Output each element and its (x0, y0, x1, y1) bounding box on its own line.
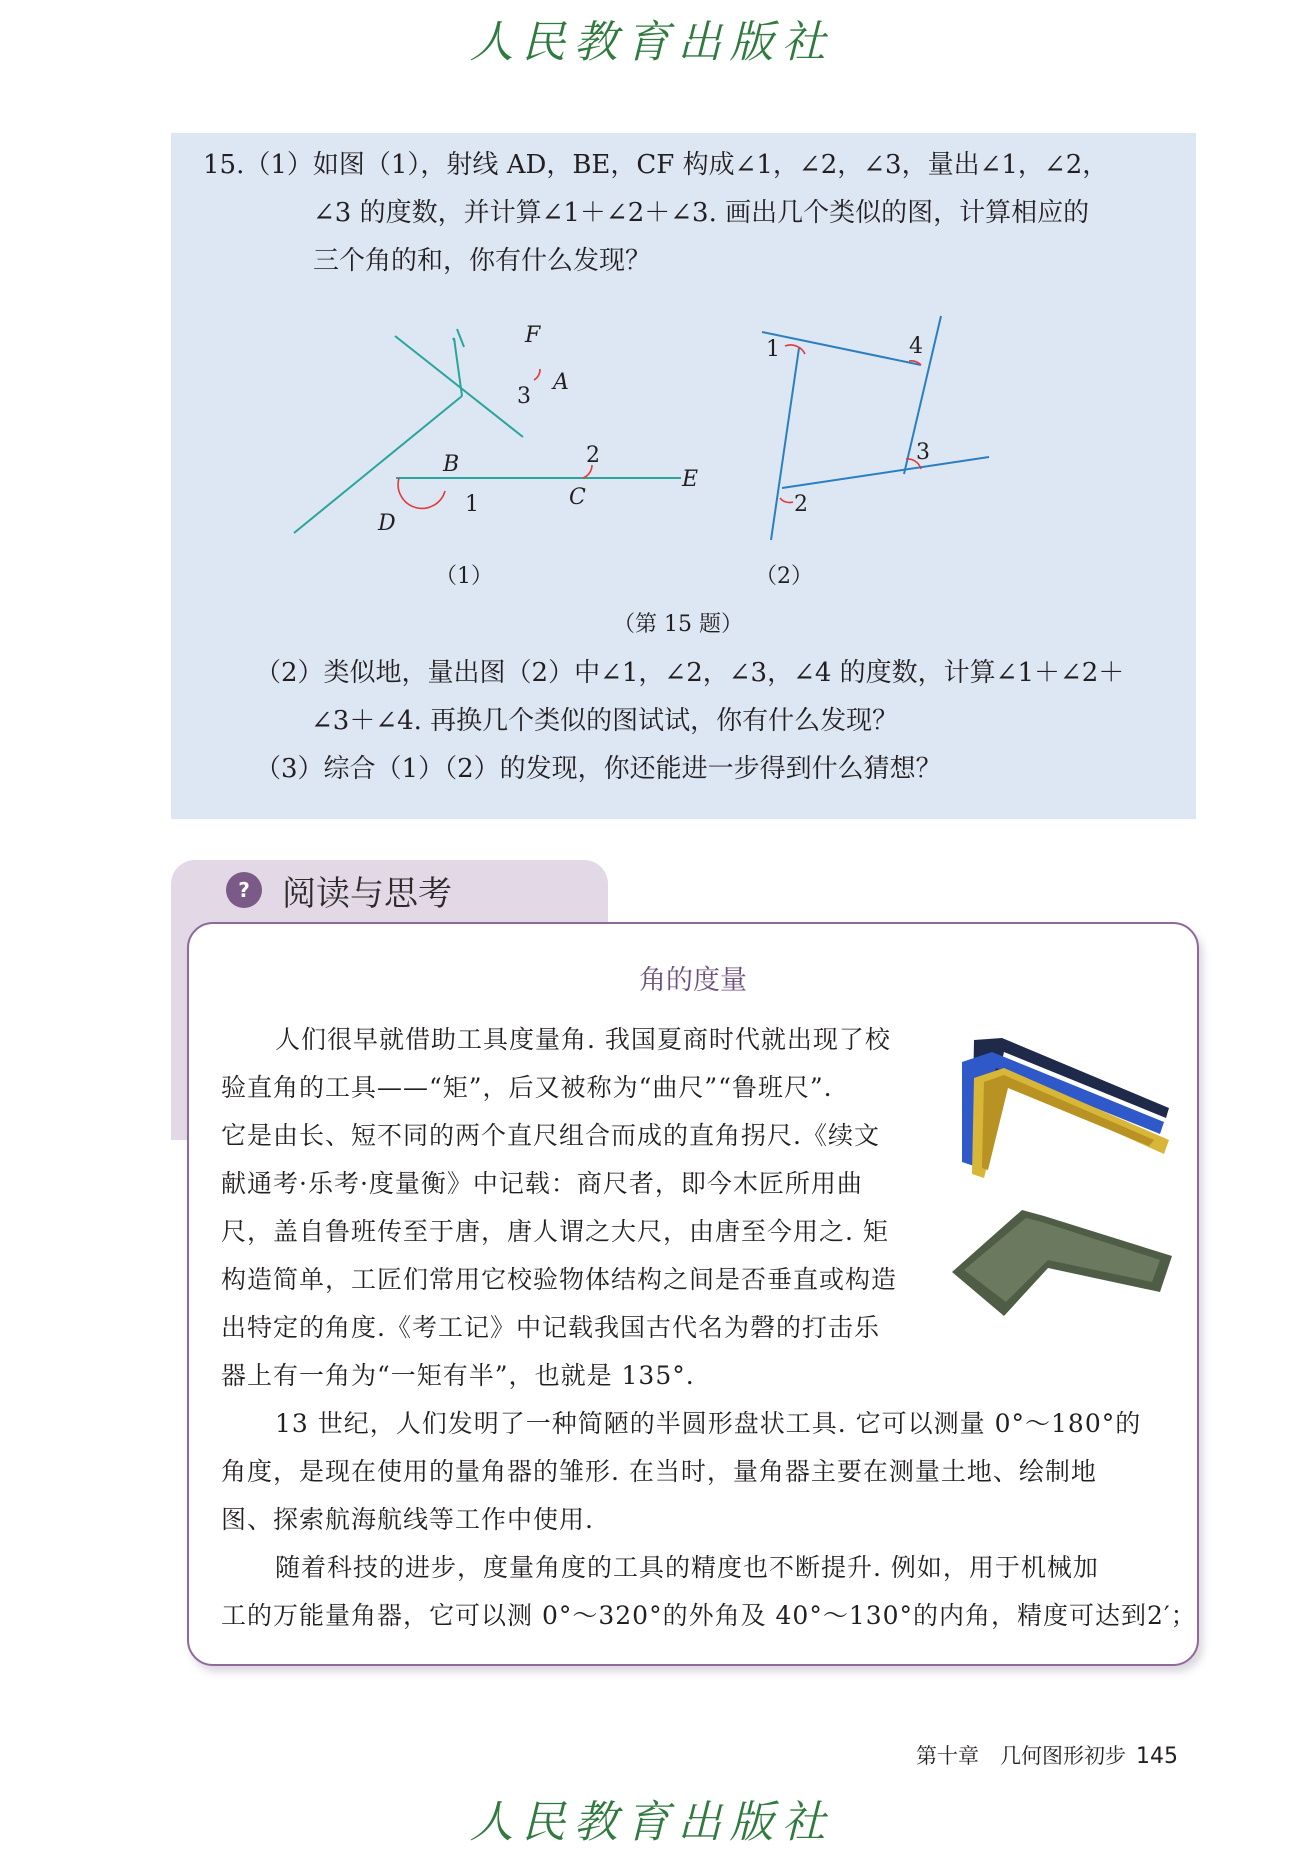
reading-content-box (187, 922, 1199, 1666)
reading-question-icon: ? (226, 872, 262, 908)
reading-line-3: 它是由长、短不同的两个直尺组合而成的直角拐尺.《续文 (221, 1121, 880, 1150)
exercise-line-1: 15.（1）如图（1），射线 AD，BE，CF 构成∠1，∠2，∠3，量出∠1，∠2， (203, 150, 1109, 180)
reading-line-4: 献通考·乐考·度量衡》中记载：商尺者，即今木匠所用曲 (221, 1169, 863, 1198)
ray-cf-line (395, 336, 523, 437)
figure-1-angle-3-label: 3 (517, 384, 531, 409)
exercise-figure-caption: （第 15 题） (613, 612, 743, 637)
exercise-part-3-line: （3）综合（1）（2）的发现，你还能进一步得到什么猜想？ (255, 754, 942, 784)
figure-1-label-a: A (553, 370, 569, 395)
figure-1-label-b: B (443, 452, 460, 477)
figure-1-label-c: C (569, 485, 586, 510)
page-number: 145 (1136, 1744, 1178, 1769)
reading-line-13: 工的万能量角器，它可以测 0°～320°的外角及 40°～130°的内角，精度可达到2′； (221, 1601, 1197, 1630)
exercise-line-3: 三个角的和，你有什么发现？ (313, 246, 652, 276)
reading-line-5: 尺，盖自鲁班传至于唐，唐人谓之大尺，由唐至今用之. 矩 (221, 1217, 889, 1246)
figure-1-label-e: E (682, 467, 699, 492)
reading-article-title: 角的度量 (639, 965, 747, 996)
figure-2-top-side (762, 332, 921, 365)
figure-1-triangle (294, 329, 681, 533)
reading-illustrations (944, 1030, 1174, 1330)
reading-line-6: 构造简单，工匠们常用它校验物体结构之间是否垂直或构造 (221, 1265, 898, 1294)
figure-1-angle-1-label: 1 (465, 492, 479, 517)
figure-1-angle-2-label: 2 (586, 443, 600, 468)
ray-ad-extension-line (454, 338, 462, 396)
carpenter-square-image (962, 1038, 1169, 1178)
reading-line-12: 随着科技的进步，度量角度的工具的精度也不断提升. 例如，用于机械加 (275, 1553, 1099, 1582)
figure-2-bottom-side (782, 457, 989, 488)
reading-line-8: 器上有一角为“一矩有半”，也就是 135°. (221, 1361, 695, 1390)
reading-line-2: 验直角的工具——“矩”，后又被称为“曲尺”“鲁班尺”. (221, 1073, 833, 1102)
exercise-part-2-line-1: （2）类似地，量出图（2）中∠1，∠2，∠3，∠4 的度数，计算∠1＋∠2＋ (255, 658, 1125, 688)
exercise-line-2: ∠3 的度数，并计算∠1＋∠2＋∠3. 画出几个类似的图，计算相应的 (313, 198, 1090, 228)
publisher-logo-bottom: 人民教育出版社 (469, 1797, 834, 1848)
publisher-logo-top: 人民教育出版社 (469, 17, 834, 68)
reading-line-9: 13 世纪，人们发明了一种简陋的半圆形盘状工具. 它可以测量 0°～180°的 (275, 1409, 1142, 1438)
reading-line-7: 出特定的角度.《考工记》中记载我国古代名为磬的打击乐 (221, 1313, 880, 1342)
figure-1-label-d: D (378, 511, 396, 536)
figure-2-caption: （2） (755, 564, 813, 589)
figure-2-angle-1-label: 1 (766, 337, 780, 362)
figure-2-angle-2-arc (780, 498, 793, 503)
figure-2-angle-4-label: 4 (909, 334, 923, 359)
footer-chapter-title: 第十章 几何图形初步 (916, 1744, 1126, 1768)
figure-1-label-f: F (525, 323, 541, 348)
exercise-15-panel (171, 133, 1196, 819)
figure-1-caption: （1） (435, 564, 493, 589)
figure-2-angle-2-label: 2 (794, 492, 808, 517)
reading-line-11: 图、探索航海航线等工作中使用. (221, 1505, 594, 1534)
exercise-part-2-line-2: ∠3＋∠4. 再换几个类似的图试试，你有什么发现？ (311, 706, 899, 736)
reading-section-header: 阅读与思考 (282, 874, 452, 914)
reading-line-1: 人们很早就借助工具度量角. 我国夏商时代就出现了校 (275, 1025, 891, 1054)
page-footer (916, 1740, 1178, 1770)
figure-2-angle-3-label: 3 (916, 440, 930, 465)
figure-1-angle-3-arc (534, 369, 540, 380)
reading-line-10: 角度，是现在使用的量角器的雏形. 在当时，量角器主要在测量土地、绘制地 (221, 1457, 1097, 1486)
chime-stone-image (952, 1210, 1172, 1316)
figure-1-angle-1-arc (398, 478, 445, 508)
figure-2-angle-1-arc (785, 345, 805, 354)
